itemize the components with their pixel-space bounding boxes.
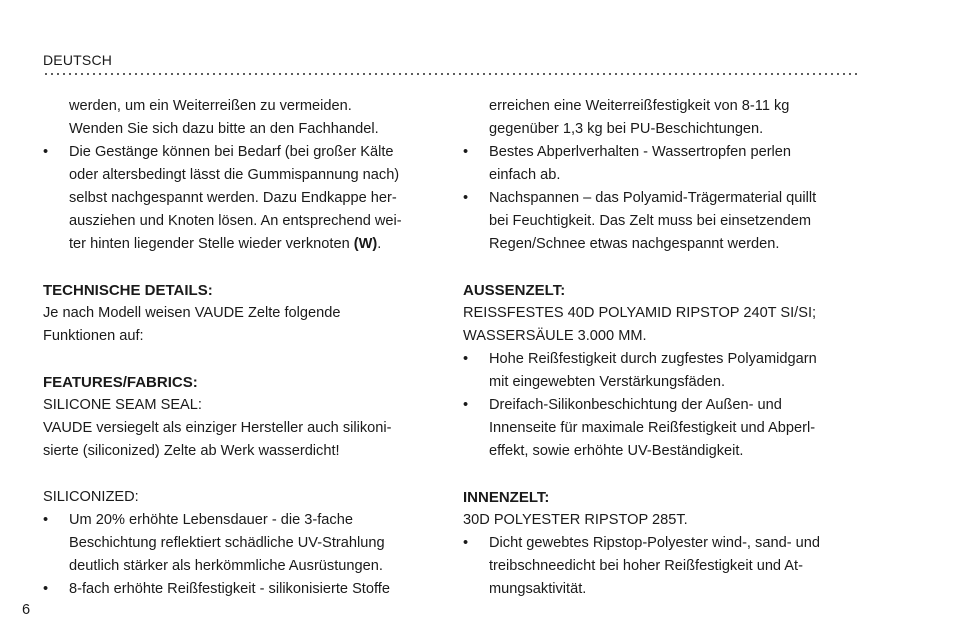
inner-bullet-list xyxy=(463,532,863,601)
list-item-line xyxy=(69,233,443,256)
bullet-icon: • xyxy=(43,144,49,160)
paragraph-line: VAUDE versiegelt als einziger Hersteller auch silikoni- xyxy=(43,420,392,436)
bullet-icon: • xyxy=(43,581,49,597)
page-number: 6 xyxy=(22,602,31,618)
subheading-label: SILICONIZED: xyxy=(43,489,139,505)
outer-bullet-list xyxy=(463,348,863,463)
left-column xyxy=(43,95,443,601)
list-item-line: Die Gestänge können bei Bedarf (bei großer Kälte xyxy=(69,144,394,160)
list-item-line: bei Feuchtigkeit. Das Zelt muss bei einsetzendem xyxy=(489,213,812,229)
paragraph-line: sierte (siliconized) Zelte ab Werk wasserdicht! xyxy=(43,443,340,459)
list-item-line: ausziehen und Knoten lösen. An entsprechend wei- xyxy=(69,213,402,229)
list-item-line: effekt, sowie erhöhte UV-Beständigkeit. xyxy=(489,443,744,459)
top-bullet-list xyxy=(463,141,863,256)
subheading-label: SILICONE SEAM SEAL: xyxy=(43,397,202,413)
paragraph-line: Funktionen auf: xyxy=(43,328,144,344)
list-item xyxy=(463,348,863,394)
list-item-line: einfach ab. xyxy=(489,167,561,183)
spacer xyxy=(43,463,443,486)
bullet-icon: • xyxy=(463,351,469,367)
list-item-line: 8-fach erhöhte Reißfestigkeit - silikonisierte Stoffe xyxy=(69,581,390,597)
list-item-line: mit eingewebten Verstärkungsfäden. xyxy=(489,374,726,390)
siliconized-bullet-list xyxy=(43,509,443,601)
section-heading: TECHNISCHE DETAILS: xyxy=(43,282,213,299)
continued-text-line: erreichen eine Weiterreißfestigkeit von 8-11 kg xyxy=(489,98,790,114)
list-item xyxy=(463,394,863,463)
bullet-icon: • xyxy=(463,397,469,413)
list-item xyxy=(43,141,443,256)
bullet-icon: • xyxy=(463,190,469,206)
list-item-line: Hohe Reißfestigkeit durch zugfestes Polyamidgarn xyxy=(489,351,817,367)
list-item-line: Bestes Abperlverhalten - Wassertropfen perlen xyxy=(489,144,792,160)
dotted-divider xyxy=(43,73,860,75)
list-item xyxy=(43,578,443,601)
list-item xyxy=(463,187,863,256)
punctuation: . xyxy=(377,236,382,252)
list-item-line: treibschneedicht bei hoher Reißfestigkeit und At- xyxy=(489,558,803,574)
list-item xyxy=(463,532,863,601)
list-item-line: Um 20% erhöhte Lebensdauer - die 3-fache xyxy=(69,512,353,528)
bullet-icon: • xyxy=(463,144,469,160)
continued-text-line: werden, um ein Weiterreißen zu vermeiden. xyxy=(69,98,352,114)
list-item-line: Nachspannen – das Polyamid-Trägermaterial quillt xyxy=(489,190,817,206)
list-item-text: ter hinten liegender Stelle wieder verknoten xyxy=(69,236,350,252)
right-column xyxy=(463,95,863,601)
list-item-line: Innenseite für maximale Reißfestigkeit und Abperl- xyxy=(489,420,816,436)
spec-line: REISSFESTES 40D POLYAMID RIPSTOP 240T SI/SI; xyxy=(463,305,817,321)
section-language-label: DEUTSCH xyxy=(43,52,113,68)
list-item xyxy=(43,509,443,578)
list-item-line: Dicht gewebtes Ripstop-Polyester wind-, sand- und xyxy=(489,535,820,551)
list-item-line: mungsaktivität. xyxy=(489,581,587,597)
spec-line: 30D POLYESTER RIPSTOP 285T. xyxy=(463,512,688,528)
bullet-icon: • xyxy=(463,535,469,551)
list-item-line: deutlich stärker als herkömmliche Ausrüstungen. xyxy=(69,558,383,574)
list-item xyxy=(463,141,863,187)
section-heading: AUSSENZELT: xyxy=(463,282,566,299)
figure-reference: (W) xyxy=(353,236,378,252)
list-item-line: oder altersbedingt lässt die Gummispannung nach) xyxy=(69,167,400,183)
paragraph-line: Je nach Modell weisen VAUDE Zelte folgende xyxy=(43,305,341,321)
list-item-line: Dreifach-Silikonbeschichtung der Außen- und xyxy=(489,397,782,413)
poles-bullet-list xyxy=(43,141,443,256)
section-heading: FEATURES/FABRICS: xyxy=(43,374,198,391)
list-item-line: Beschichtung reflektiert schädliche UV-Strahlung xyxy=(69,535,385,551)
section-heading: INNENZELT: xyxy=(463,489,550,506)
spec-line: WASSERSÄULE 3.000 MM. xyxy=(463,328,647,344)
continued-text-line: gegenüber 1,3 kg bei PU-Beschichtungen. xyxy=(489,121,764,137)
list-item-line: Regen/Schnee etwas nachgespannt werden. xyxy=(489,236,780,252)
list-item-line: selbst nachgespannt werden. Dazu Endkappe her- xyxy=(69,190,397,206)
continued-text-line: Wenden Sie sich dazu bitte an den Fachhandel. xyxy=(69,121,379,137)
bullet-icon: • xyxy=(43,512,49,528)
